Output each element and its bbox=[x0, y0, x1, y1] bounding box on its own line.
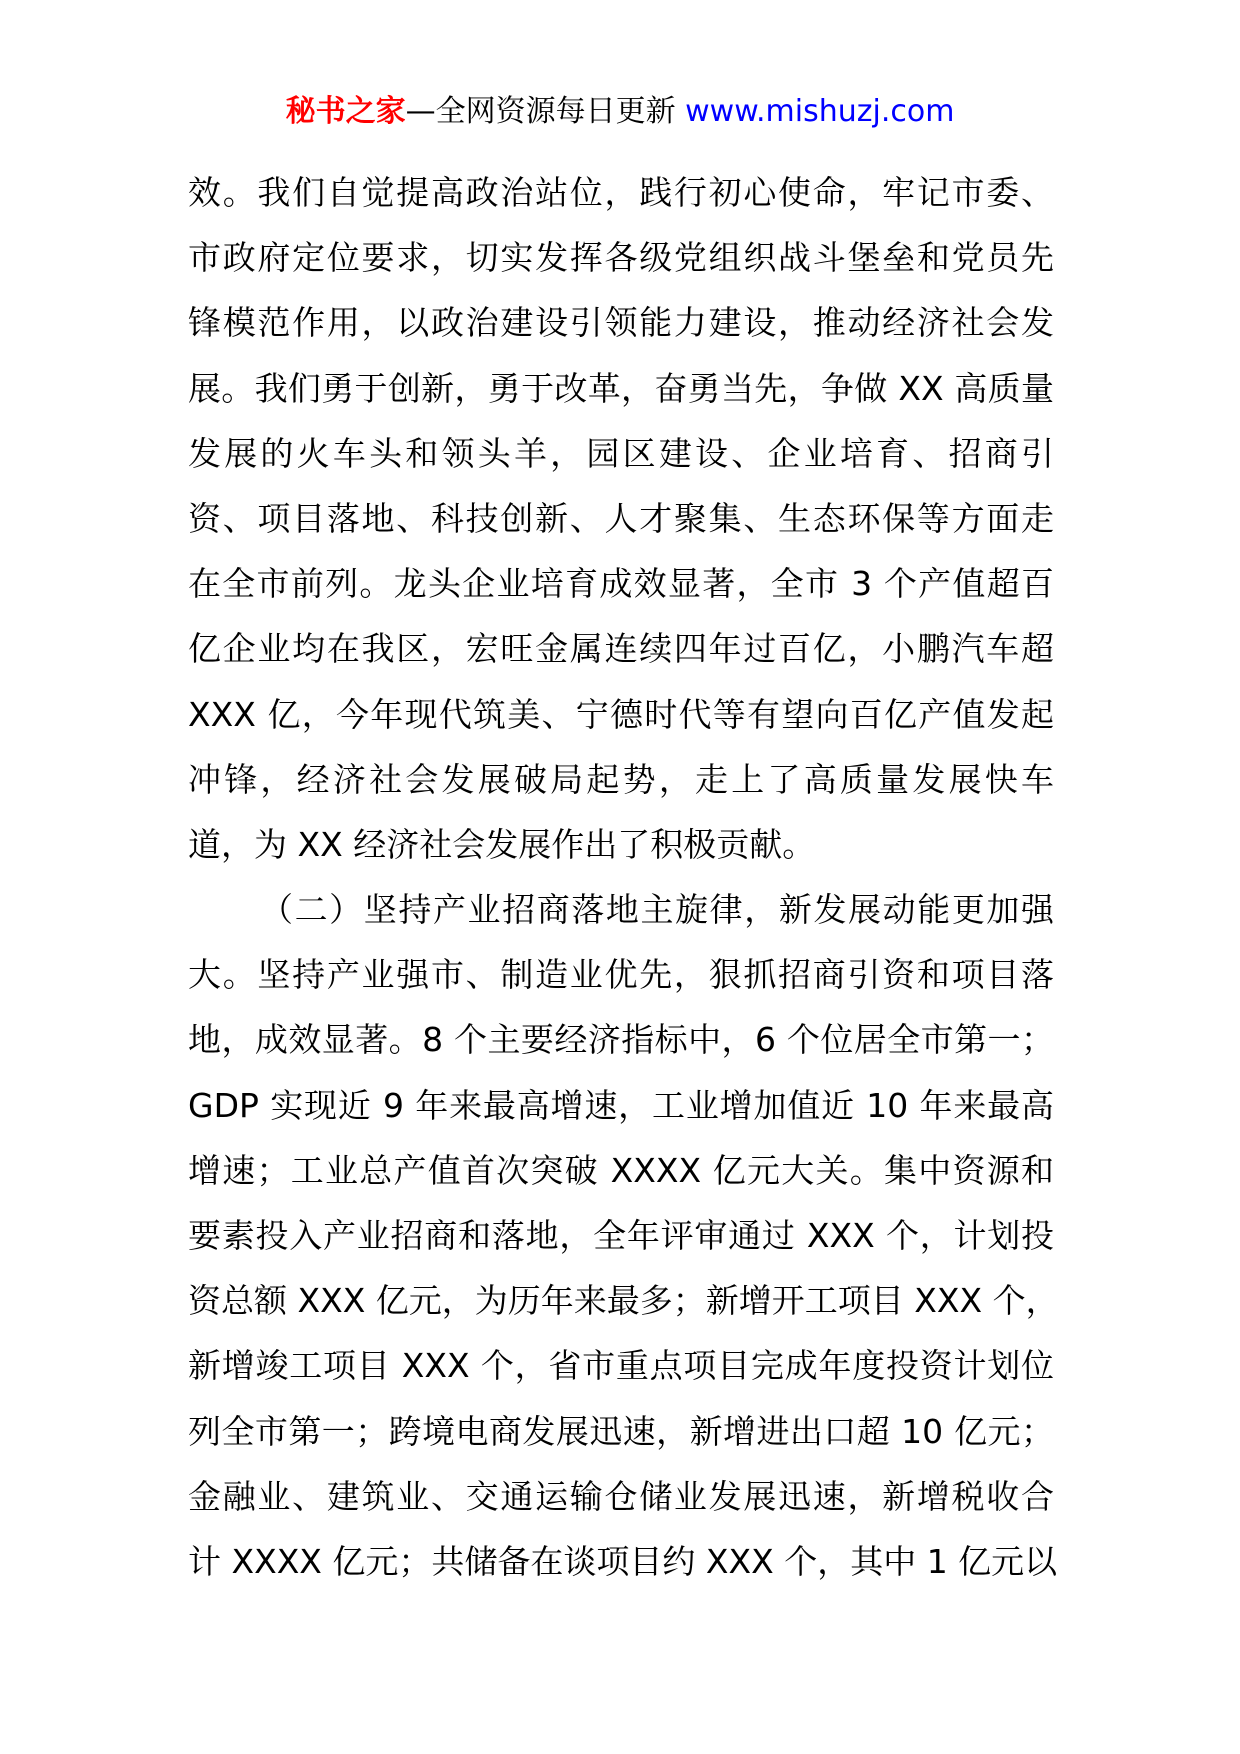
text-line: 地，成效显著。8 个主要经济指标中，6 个位居全市第一； bbox=[188, 1020, 1054, 1060]
text-line: 列全市第一；跨境电商发展迅速，新增进出口超 10 亿元； bbox=[188, 1411, 1054, 1451]
document-body bbox=[188, 160, 1059, 1594]
site-slogan: —全网资源每日更新 bbox=[405, 94, 686, 129]
text-line: 大。坚持产业强市、制造业优先，狠抓招商引资和项目落 bbox=[188, 955, 1054, 995]
text-line: 冲锋，经济社会发展破局起势，走上了高质量发展快车 bbox=[188, 759, 1054, 799]
text-line: 道，为 XX 经济社会发展作出了积极贡献。 bbox=[188, 824, 816, 864]
text-line: 亿企业均在我区，宏旺金属连续四年过百亿，小鹏汽车超 bbox=[188, 629, 1054, 669]
text-line: 计 XXXX 亿元；共储备在谈项目约 XXX 个，其中 1 亿元以 bbox=[188, 1541, 1058, 1581]
text-line: 在全市前列。龙头企业培育成效显著，全市 3 个产值超百 bbox=[188, 564, 1054, 604]
site-url-link[interactable]: www.mishuzj.com bbox=[685, 94, 955, 129]
paragraph-1 bbox=[188, 160, 1054, 877]
text-line: 效。我们自觉提高政治站位，践行初心使命，牢记市委、 bbox=[188, 173, 1054, 212]
text-line: 要素投入产业招商和落地，全年评审通过 XXX 个，计划投 bbox=[188, 1216, 1054, 1255]
section-heading-line: （二）坚持产业招商落地主旋律，新发展动能更加强 bbox=[260, 890, 1054, 930]
text-line: XXX 亿，今年现代筑美、宁德时代等有望向百亿产值发起 bbox=[188, 694, 1054, 734]
text-line: 资总额 XXX 亿元，为历年来最多；新增开工项目 XXX 个， bbox=[188, 1281, 1059, 1321]
page-header bbox=[0, 92, 1240, 132]
text-line: 发展的火车头和领头羊，园区建设、企业培育、招商引 bbox=[188, 433, 1054, 473]
paragraph-2 bbox=[188, 877, 1059, 1594]
site-brand: 秘书之家 bbox=[285, 94, 406, 129]
text-line: 锋模范作用，以政治建设引领能力建设，推动经济社会发 bbox=[188, 303, 1054, 343]
text-line: 新增竣工项目 XXX 个，省市重点项目完成年度投资计划位 bbox=[188, 1346, 1054, 1386]
text-line: 市政府定位要求，切实发挥各级党组织战斗堡垒和党员先 bbox=[188, 238, 1054, 278]
text-line: GDP 实现近 9 年来最高增速，工业增加值近 10 年来最高 bbox=[188, 1085, 1054, 1125]
text-line: 增速；工业总产值首次突破 XXXX 亿元大关。集中资源和 bbox=[188, 1150, 1054, 1190]
text-line: 金融业、建筑业、交通运输仓储业发展迅速，新增税收合 bbox=[188, 1476, 1054, 1516]
text-line: 展。我们勇于创新，勇于改革，奋勇当先，争做 XX 高质量 bbox=[188, 368, 1054, 408]
text-line: 资、项目落地、科技创新、人才聚集、生态环保等方面走 bbox=[188, 498, 1054, 538]
